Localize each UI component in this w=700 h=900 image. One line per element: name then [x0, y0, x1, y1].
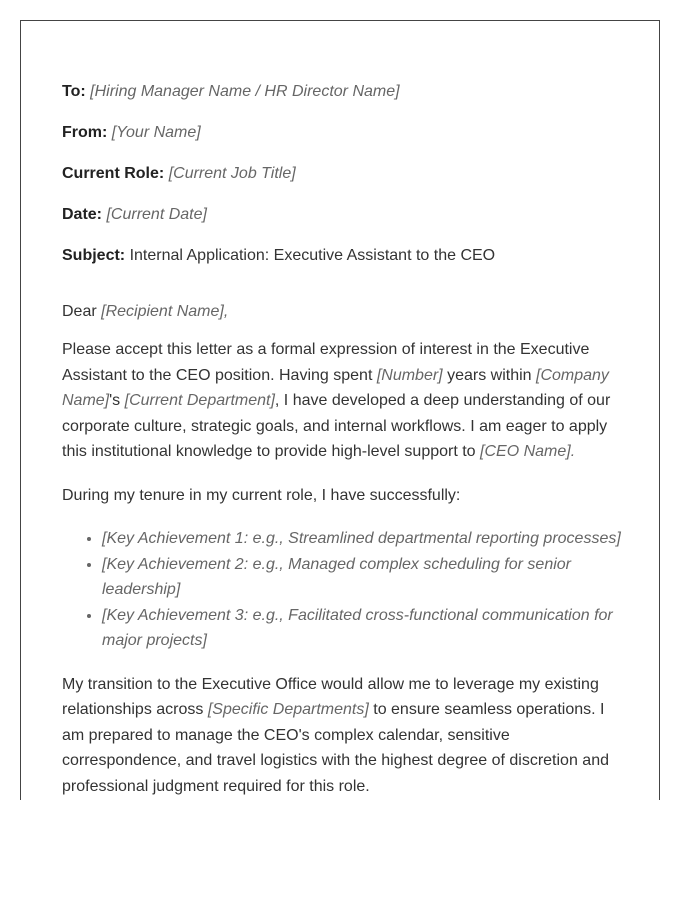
company-name-placeholder: [Company Name] [62, 366, 609, 409]
date-line [62, 206, 622, 224]
recipient-name: [Recipient Name] [101, 303, 224, 320]
intro-text-2: years within [442, 366, 536, 384]
achievements-list [62, 526, 622, 654]
list-item: • [Key Achievement 1: e.g., Streamlined departmental reporting processes] [102, 526, 622, 552]
from-value: [Your Name] [111, 124, 201, 141]
subject-label: Subject: [62, 247, 126, 264]
from-line [62, 124, 622, 142]
date-label: Date: [62, 206, 103, 223]
current-role-line [62, 165, 622, 183]
from-label: From: [62, 124, 108, 141]
tenure-paragraph: During my tenure in my current role, I have successfully: [62, 486, 461, 504]
list-item: • [Key Achievement 3: e.g., Facilitated cross-functional communication for major projects] [102, 603, 622, 654]
department-placeholder: [Current Department] [124, 392, 275, 409]
subject-line [62, 247, 622, 265]
intro-text-5: . [570, 443, 576, 460]
letter-content [62, 83, 622, 800]
to-label: To: [62, 83, 86, 100]
list-item: • [Key Achievement 2: e.g., Managed complex scheduling for senior leadership] [102, 552, 622, 603]
to-value: [Hiring Manager Name / HR Director Name] [90, 83, 400, 100]
subject-value: Internal Application: Executive Assistant to the CEO [129, 247, 496, 264]
to-line [62, 83, 622, 101]
current-role-value: [Current Job Title] [168, 165, 296, 182]
intro-text-4: , I have developed a deep understanding of our corporate culture, strategic goals, and internal workflows. I am eager to apply this institutional knowledge to provide high-level support to [62, 392, 611, 460]
transition-text-2: to ensure seamless operations. I am prepared to manage the CEO's complex calendar, sensitive correspondence, and travel logistics with the highest degree of discretion and professional judgment required for this role. [62, 701, 609, 795]
ceo-name-placeholder: [CEO Name] [480, 443, 571, 460]
spacer [62, 288, 622, 303]
salutation-prefix: Dear [62, 303, 102, 320]
intro-paragraph [62, 337, 622, 465]
intro-text-1: Please accept this letter as a formal expression of interest in the Executive Assistant to the CEO position. Having spent [62, 341, 590, 384]
salutation [62, 303, 622, 321]
document-page [20, 20, 660, 800]
transition-paragraph [62, 672, 622, 800]
intro-text-3: 's [109, 392, 125, 409]
departments-placeholder: [Specific Departments] [207, 701, 369, 718]
transition-text-1: My transition to the Executive Office would allow me to leverage my existing relationships across [62, 675, 599, 718]
years-placeholder: [Number] [376, 366, 443, 384]
date-value: [Current Date] [106, 206, 207, 223]
salutation-suffix: , [223, 303, 229, 320]
current-role-label: Current Role: [62, 165, 165, 182]
